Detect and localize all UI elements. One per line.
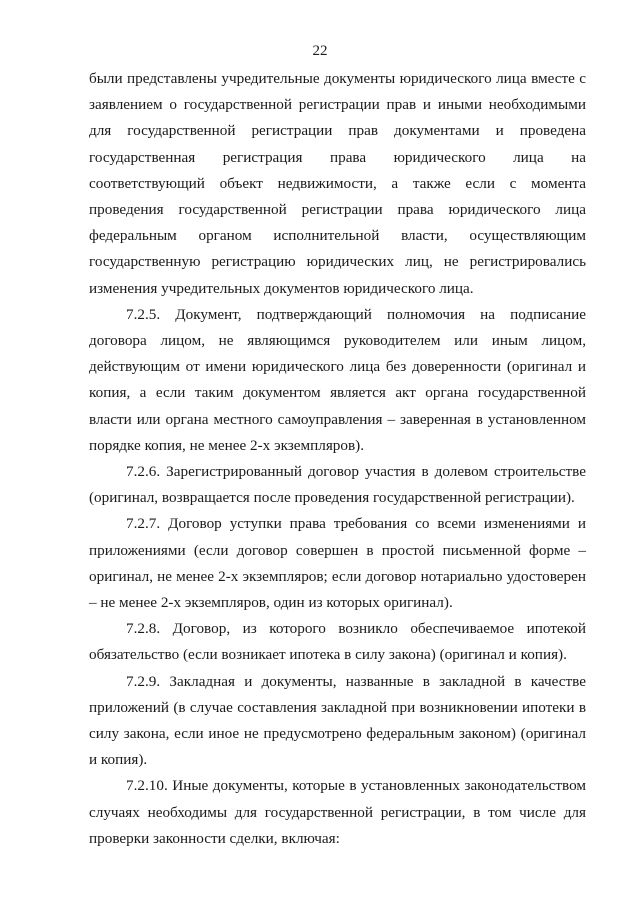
paragraph-7-2-9: 7.2.9. Закладная и документы, названные в закладной в качестве приложений (в случае составления закладной при возникновении ипотеки в силу закона, если иное не предусмотрено федеральным законом) (оригинал и копия). <box>89 672 586 769</box>
document-body <box>89 66 586 852</box>
paragraph-7-2-8: 7.2.8. Договор, из которого возникло обеспечиваемое ипотекой обязательство (если возникает ипотека в силу закона) (оригинал и копия). <box>89 620 586 664</box>
paragraph-7-2-10: 7.2.10. Иные документы, которые в установленных законодательством случаях необходимы для государственной регистрации, в том числе для проверки законности сделки, включая: <box>89 777 586 847</box>
page-number: 22 <box>312 43 328 59</box>
paragraph-continuation: были представлены учредительные документы юридического лица вместе с заявлением о государственной регистрации прав и иными необходимыми для государственной регистрации прав документами и проведена государственная регистрация права юридического лица на соответствующий объект недвижимости, а также если с момента проведения государственной регистрации права юридического лица федеральным органом исполнительной власти, осуществляющим государственную регистрацию юридических лиц, не регистрировались изменения учредительных документов юридического лица. <box>89 70 586 297</box>
paragraph-7-2-6: 7.2.6. Зарегистрированный договор участия в долевом строительстве (оригинал, возвращается после проведения государственной регистрации). <box>89 463 586 507</box>
paragraph-7-2-7: 7.2.7. Договор уступки права требования со всеми изменениями и приложениями (если договор совершен в простой письменной форме – оригинал, не менее 2-х экземпляров; если договор нотариально удостоверен – не менее 2-х экземпляров, один из которых оригинал). <box>89 515 586 612</box>
paragraph-7-2-5: 7.2.5. Документ, подтверждающий полномочия на подписание договора лицом, не являющимся руководителем или иным лицом, действующим от имени юридического лица без доверенности (оригинал и копия, а если таким документом является акт органа государственной власти или органа местного самоуправления – заверенная в установленном порядке копия, не менее 2-х экземпляров). <box>89 305 586 454</box>
